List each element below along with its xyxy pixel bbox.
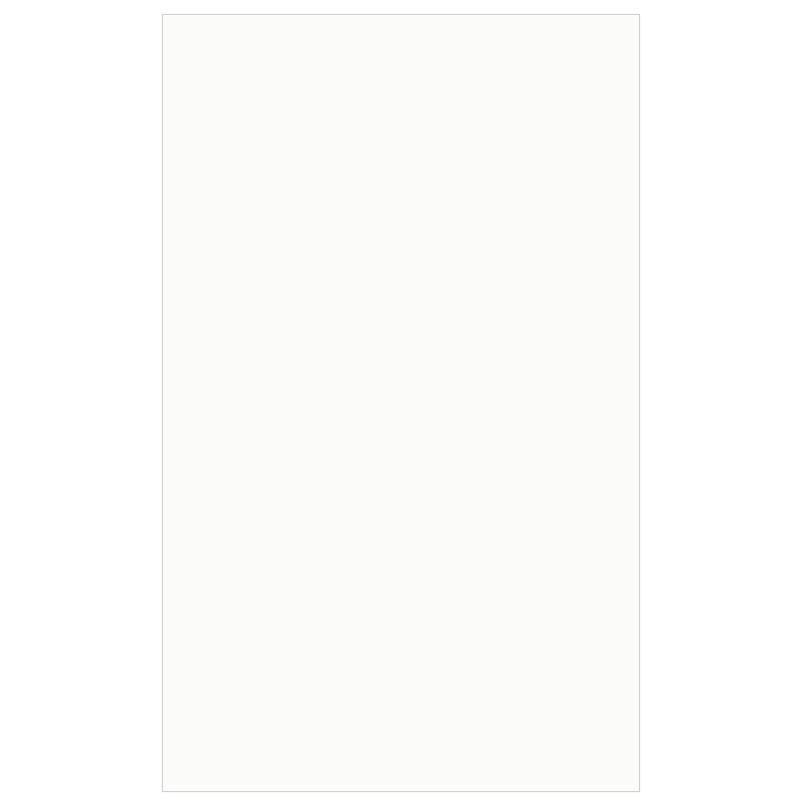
leaflet-page [162,14,640,792]
